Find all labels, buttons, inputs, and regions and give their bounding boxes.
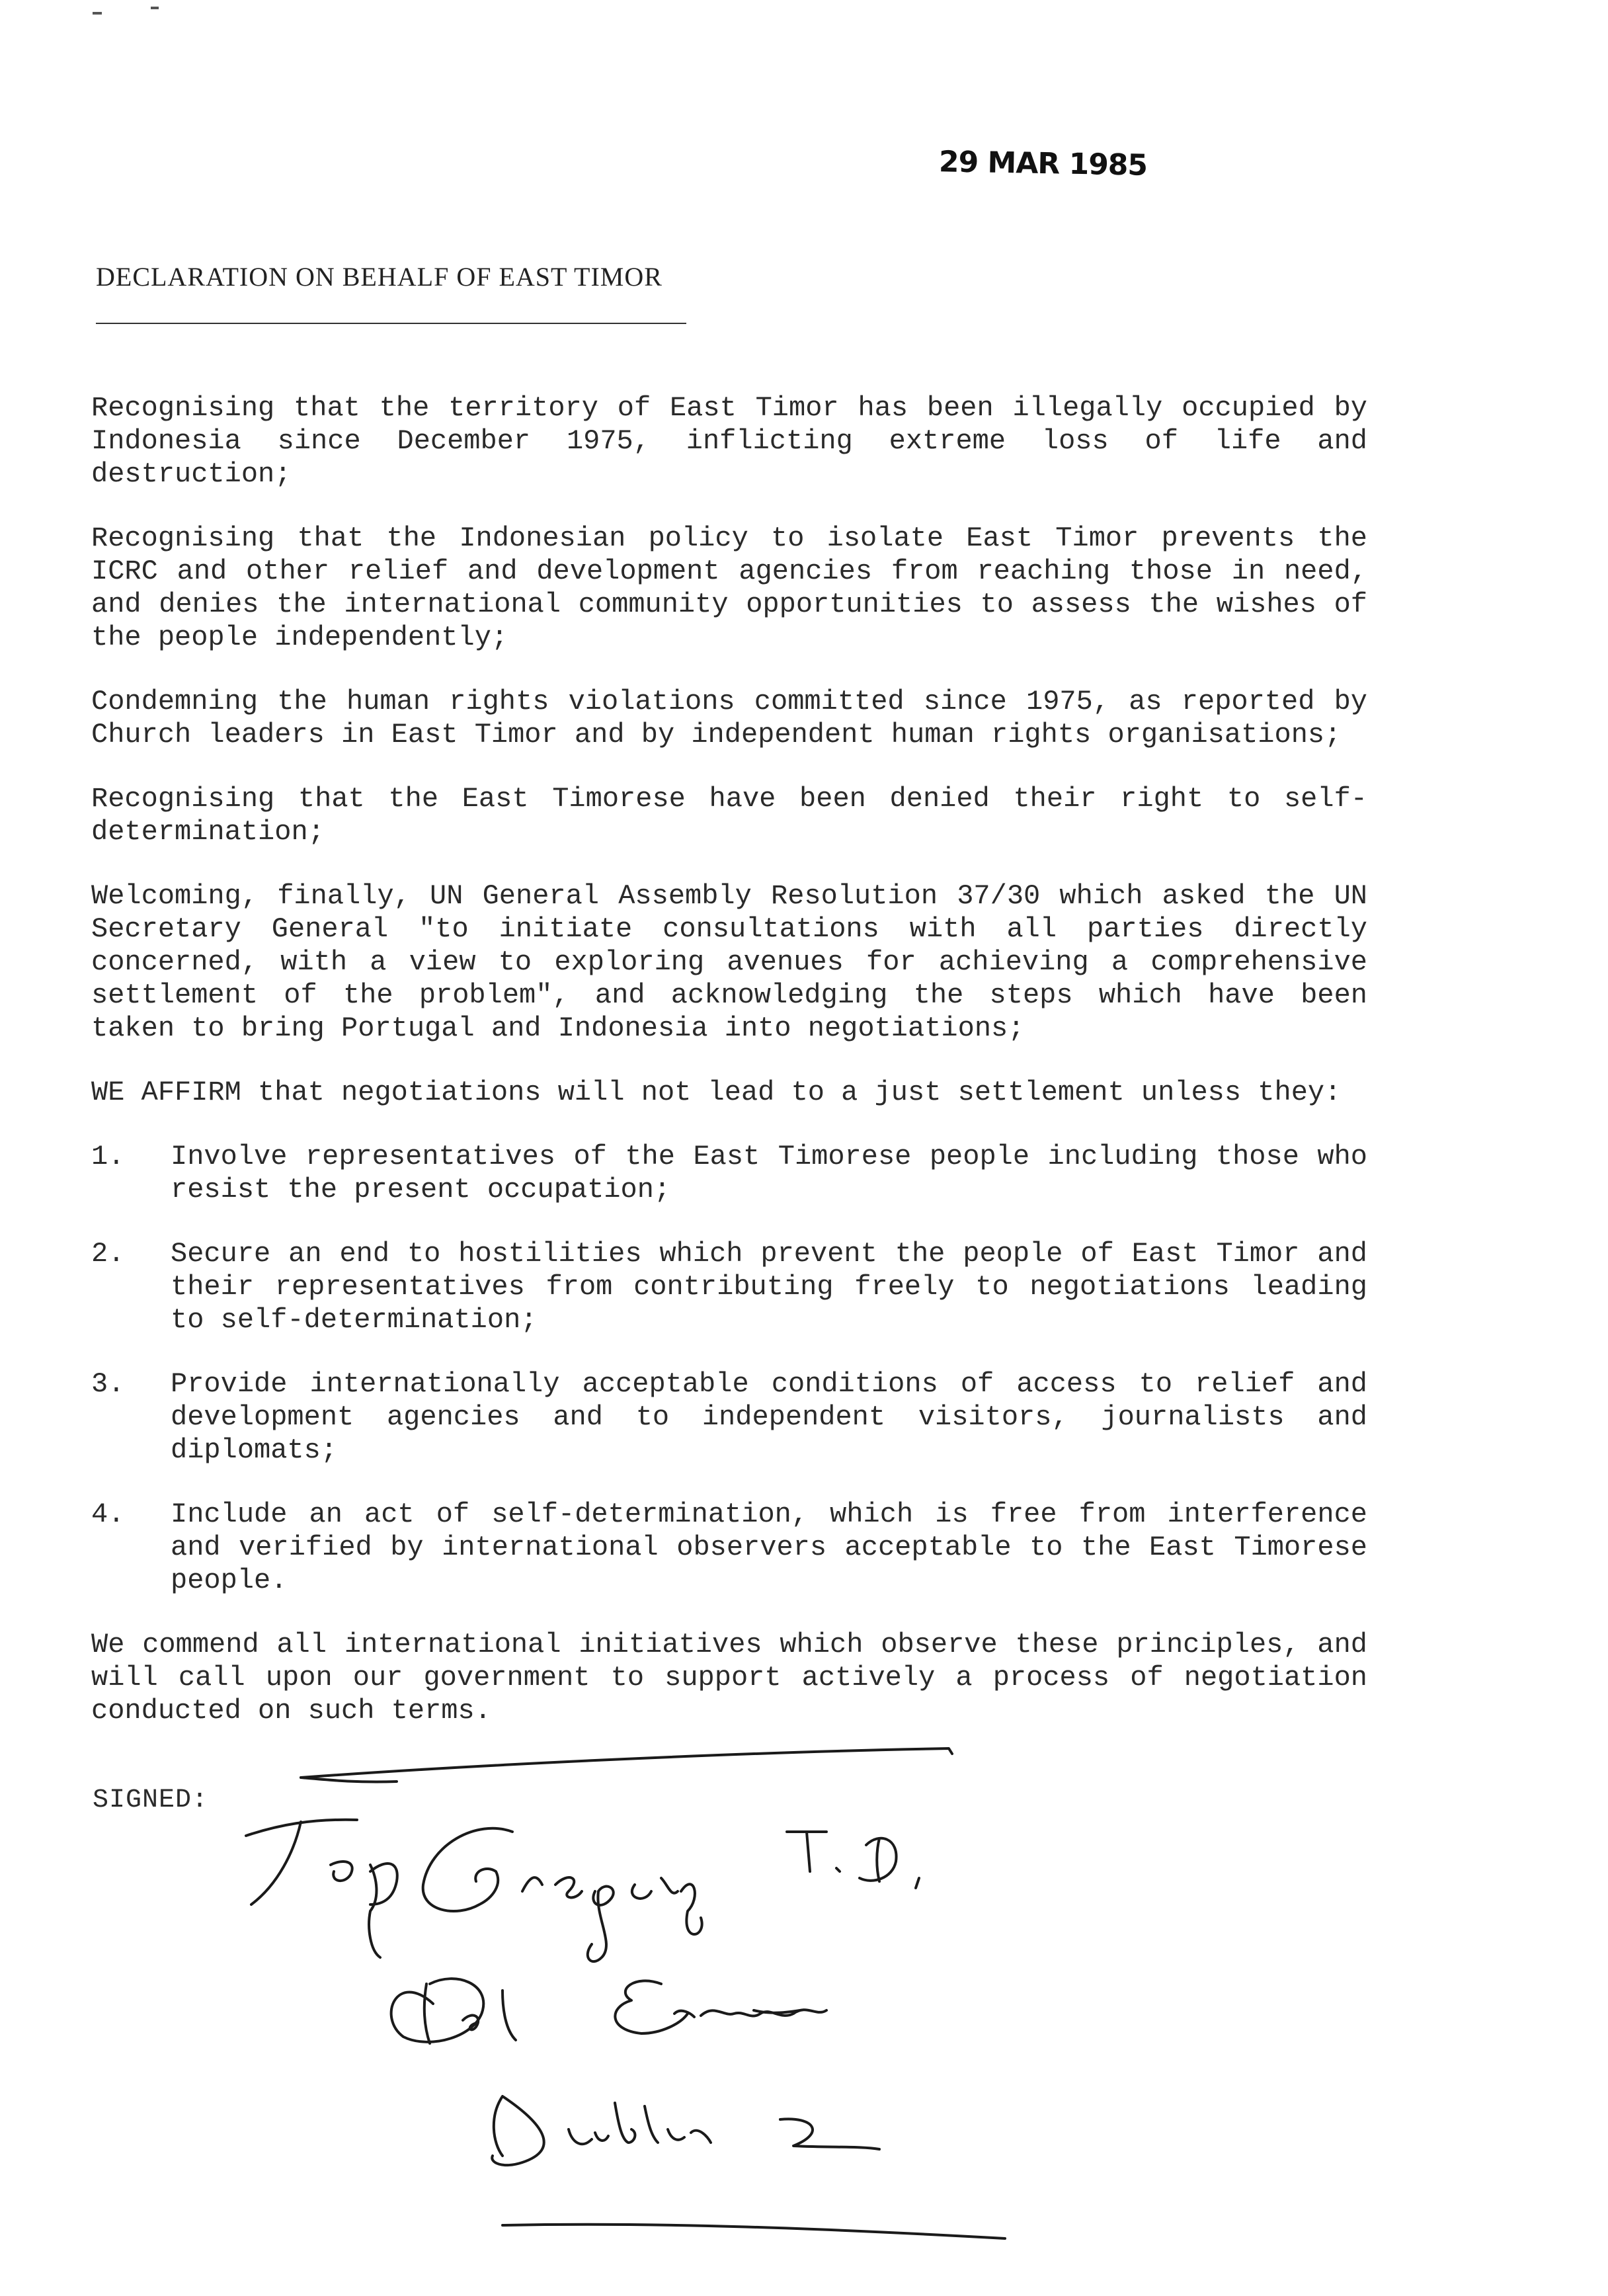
list-item-number: 3. xyxy=(91,1368,125,1400)
signature-dublin xyxy=(492,2096,711,2165)
paragraph-recognising-occupation: Recognising that the territory of East Timor has been illegally occupied by Indonesia since December 1975, inflicting extreme loss of life and destruction; xyxy=(91,392,1367,490)
signature-top-stroke-tail xyxy=(301,1778,397,1782)
list-item-number: 1. xyxy=(91,1141,125,1172)
signature-dail xyxy=(391,1979,516,2043)
signature-top-stroke xyxy=(301,1748,952,1778)
declaration-body xyxy=(91,391,1367,1727)
title-underline xyxy=(96,323,686,324)
scan-speck xyxy=(93,12,102,15)
signature-tony xyxy=(246,1820,397,1957)
paragraph-condemning-violations: Condemning the human rights violations committed since 1975, as reported by Church leaders in East Timor and by independent human rights organisations; xyxy=(91,686,1367,751)
signature-td xyxy=(787,1832,919,1888)
list-item-2 xyxy=(91,1237,1367,1336)
signature-bottom-stroke xyxy=(502,2225,1005,2238)
date-stamp: 29 MAR 1985 xyxy=(938,145,1148,183)
paragraph-recognising-isolation: Recognising that the Indonesian policy to isolate East Timor prevents the ICRC and other relief and development agencies from reaching those in need, and denies the international community opportunities to assess the wishes of the people independently; xyxy=(91,522,1367,653)
paragraph-self-determination: Recognising that the East Timorese have been denied their right to self-determination; xyxy=(91,783,1367,848)
list-item-number: 2. xyxy=(91,1238,125,1270)
list-item-1 xyxy=(91,1140,1367,1206)
list-item-4 xyxy=(91,1498,1367,1597)
list-item-3 xyxy=(91,1368,1367,1467)
paragraph-welcoming-resolution: Welcoming, finally, UN General Assembly Resolution 37/30 which asked the UN Secretary General "to initiate consultations with all parties directly concerned, with a view to exploring avenues for achieving a comprehensive settlement of the problem", and acknowledging the steps which have been taken to bring Portugal and Indonesia into negotiations; xyxy=(91,880,1367,1044)
signature-dublin-2 xyxy=(780,2119,879,2149)
paragraph-we-affirm: WE AFFIRM that negotiations will not lead to a just settlement unless they: xyxy=(91,1077,1342,1108)
document-title: DECLARATION ON BEHALF OF EAST TIMOR xyxy=(96,262,663,292)
list-item-text: Involve representatives of the East Timorese people including those who resist the present occupation; xyxy=(171,1141,1367,1206)
list-item-number: 4. xyxy=(91,1498,125,1530)
list-item-text: Provide internationally acceptable conditions of access to relief and development agencies and to independent visitors, journalists and diplomats; xyxy=(171,1368,1367,1466)
signature-eireann xyxy=(615,1981,826,2033)
list-item-text: Include an act of self-determination, which is free from interference and verified by international observers acceptable to the East Timorese people. xyxy=(171,1498,1367,1596)
paragraph-closing: We commend all international initiatives which observe these principles, and will call upon our government to support actively a process of negotiation conducted on such terms. xyxy=(91,1629,1367,1727)
signature-gregory xyxy=(423,1828,702,1961)
signed-label: SIGNED: xyxy=(93,1785,209,1815)
list-item-text: Secure an end to hostilities which prevent the people of East Timor and their representatives from contributing freely to negotiations leading to self-determination; xyxy=(171,1238,1367,1336)
scan-speck xyxy=(151,7,159,9)
